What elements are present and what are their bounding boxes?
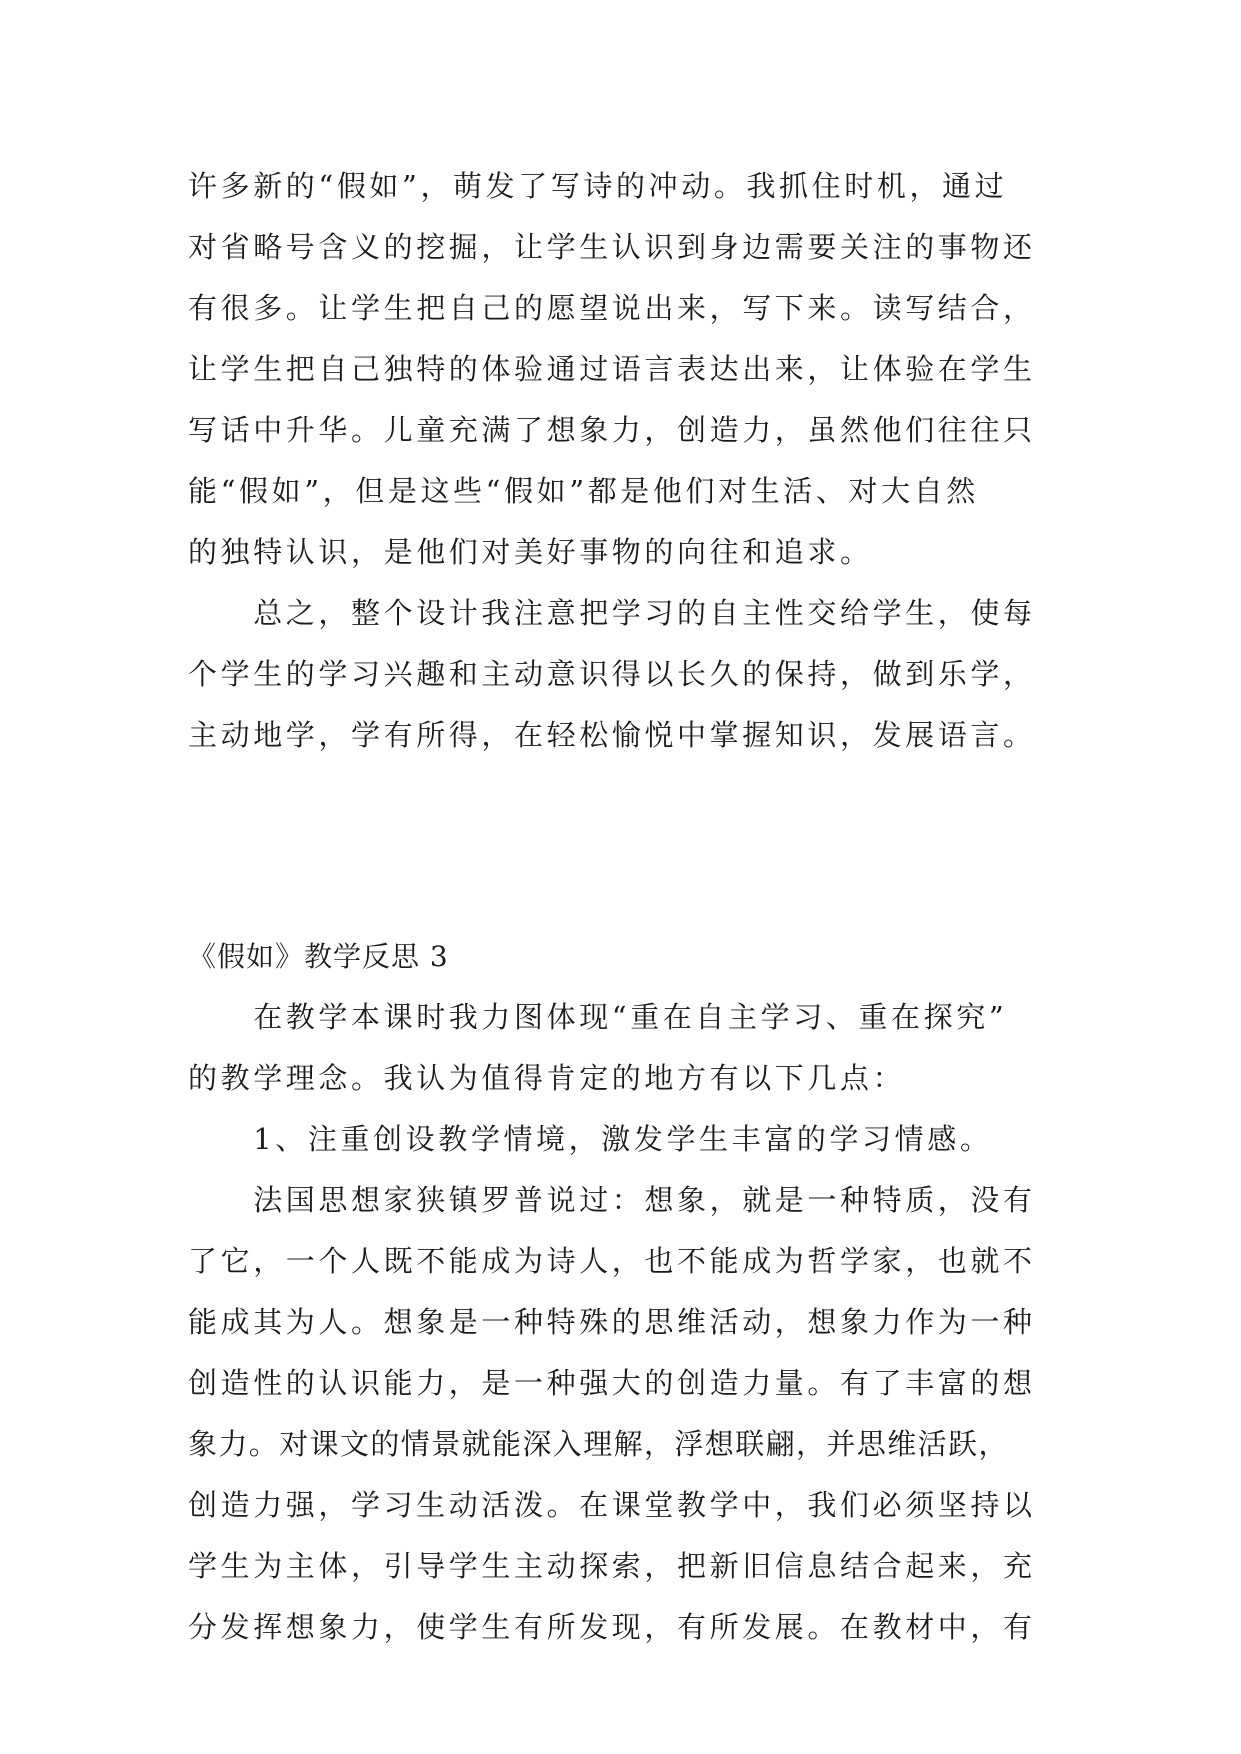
text-line: 写话中升华。儿童充满了想象力，创造力，虽然他们往往只	[188, 413, 1036, 447]
text-line: 分发挥想象力，使学生有所发现，有所发展。在教材中，有	[188, 1610, 1036, 1644]
text-line: 了它，一个人既不能成为诗人，也不能成为哲学家，也就不	[188, 1244, 1036, 1278]
text-line: 能成其为人。想象是一种特殊的思维活动，想象力作为一种	[188, 1305, 1036, 1339]
text-line: 法国思想家狭镇罗普说过：想象，就是一种特质，没有	[188, 1183, 1036, 1217]
text-line: 让学生把自己独特的体验通过语言表达出来，让体验在学生	[188, 352, 1036, 386]
text-line: 1、注重创设教学情境，激发学生丰富的学习情感。	[188, 1122, 993, 1156]
text-line: 个学生的学习兴趣和主动意识得以长久的保持，做到乐学，	[188, 657, 1036, 691]
text-line: 总之，整个设计我注意把学习的自主性交给学生，使每	[188, 596, 1036, 630]
text-line: 学生为主体，引导学生主动探索，把新旧信息结合起来，充	[188, 1549, 1036, 1583]
text-line: 能“假如”，但是这些“假如”都是他们对生活、对大自然	[188, 474, 979, 508]
paragraph-block-1	[188, 156, 1058, 766]
text-line: 主动地学，学有所得，在轻松愉悦中掌握知识，发展语言。	[188, 718, 1036, 752]
text-line: 许多新的“假如”，萌发了写诗的冲动。我抓住时机，通过	[188, 169, 1008, 203]
section-title: 《假如》教学反思 3	[188, 940, 449, 973]
text-line: 的独特认识，是他们对美好事物的向往和追求。	[188, 535, 873, 569]
text-line: 象力。对课文的情景就能深入理解，浮想联翩，并思维活跃，	[188, 1427, 1009, 1461]
text-line: 在教学本课时我力图体现“重在自主学习、重在探究”	[188, 1000, 1008, 1034]
paragraph-block-2	[188, 927, 1058, 1658]
text-line: 的教学理念。我认为值得肯定的地方有以下几点：	[188, 1061, 906, 1095]
text-line: 创造力强，学习生动活泼。在课堂教学中，我们必须坚持以	[188, 1488, 1036, 1522]
text-line: 创造性的认识能力，是一种强大的创造力量。有了丰富的想	[188, 1366, 1036, 1400]
text-line: 有很多。让学生把自己的愿望说出来，写下来。读写结合，	[188, 291, 1036, 325]
text-line: 对省略号含义的挖掘，让学生认识到身边需要关注的事物还	[188, 230, 1036, 264]
